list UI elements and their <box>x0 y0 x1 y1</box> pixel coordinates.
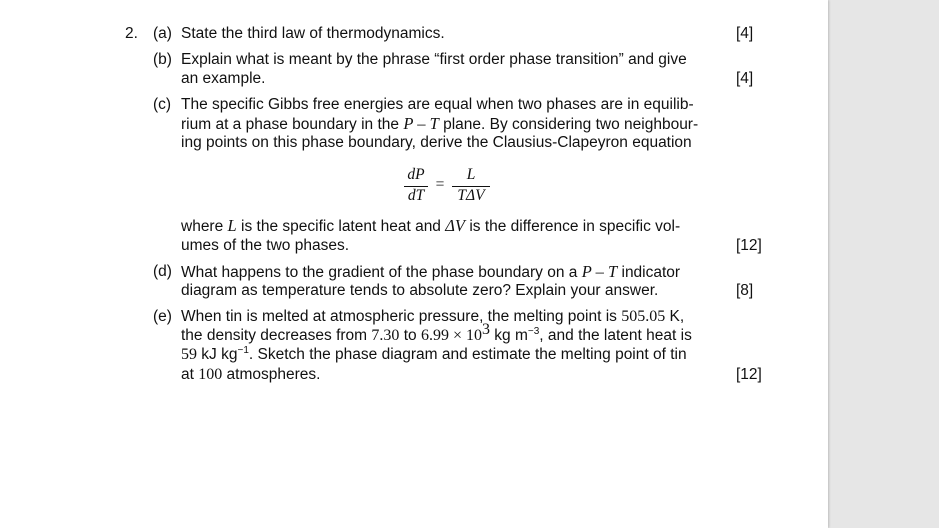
part-c-text-line2 <box>181 114 698 134</box>
part-e-line2-a: the density decreases from <box>181 327 372 344</box>
part-e-line4-a: at <box>181 366 199 383</box>
part-e-latent-exponent: −1 <box>237 345 249 356</box>
part-e-latent-heat-value: 59 <box>181 346 197 363</box>
part-e-line4-b: atmospheres. <box>222 366 321 383</box>
part-c-text-line3: ing points on this phase boundary, derive the Clausius-Clapeyron equation <box>181 134 692 151</box>
part-a-marks: [4] <box>736 25 754 42</box>
part-e-density-liquid: 6.99 × 10 <box>420 327 482 344</box>
part-c-line4-a: where <box>181 218 228 235</box>
part-e-label: (e) <box>153 308 172 325</box>
part-e-line2-c: kg m <box>489 327 528 344</box>
part-c-text-line4 <box>181 216 680 236</box>
part-b-label: (b) <box>153 51 172 68</box>
part-a-text: State the third law of thermodynamics. <box>181 25 445 42</box>
part-c-line4-c: is the difference in specific vol- <box>465 218 681 235</box>
part-e-line2-b: to <box>399 327 421 344</box>
part-d-pt-symbol: P – T <box>581 262 618 281</box>
part-d-text-line2: diagram as temperature tends to absolute zero? Explain your answer. <box>181 282 659 299</box>
part-c-marks: [12] <box>736 237 762 254</box>
part-c-pt-symbol: P – T <box>403 114 439 133</box>
question-number: 2. <box>125 25 138 42</box>
part-b-marks: [4] <box>736 70 754 87</box>
eq-lhs-denominator: dT <box>407 187 425 204</box>
part-e-text-line2 <box>181 321 692 345</box>
part-c-text-line1: The specific Gibbs free energies are equal when two phases are in equilib- <box>181 96 694 113</box>
clausius-clapeyron-equation <box>404 166 494 206</box>
part-e-line3-a: kJ kg <box>197 346 238 363</box>
part-d-line1-post: indicator <box>617 264 681 281</box>
part-e-line3-b: . Sketch the phase diagram and estimate the melting point of tin <box>248 346 687 363</box>
part-d-label: (d) <box>153 263 172 280</box>
eq-rhs-numerator: L <box>466 166 476 183</box>
part-e-pressure-value: 100 <box>198 366 223 383</box>
part-e-unit-exponent: −3 <box>527 326 540 337</box>
part-e-line2-d: , and the latent heat is <box>539 327 692 344</box>
part-c-text-line5: umes of the two phases. <box>181 237 350 254</box>
part-e-line1-pre: When tin is melted at atmospheric pressure, the melting point is <box>181 308 622 325</box>
part-e-density-exponent: 3 <box>481 321 490 338</box>
part-e-density-solid: 7.30 <box>371 327 400 344</box>
part-c-line2-pre: rium at a phase boundary in the <box>181 116 404 133</box>
part-d-line1-pre: What happens to the gradient of the phase boundary on a <box>181 264 582 281</box>
eq-lhs-numerator: dP <box>407 166 425 183</box>
part-c-label: (c) <box>153 96 172 113</box>
part-c-L-symbol: L <box>227 216 237 235</box>
part-e-marks: [12] <box>736 366 762 383</box>
part-d-text-line1 <box>181 262 680 282</box>
part-c-line4-b: is the specific latent heat and <box>236 218 446 235</box>
part-e-melting-point-value: 505.05 <box>621 308 666 325</box>
eq-rhs-denominator: TΔV <box>457 187 485 204</box>
eq-equals: = <box>435 176 445 193</box>
part-e-text-line3 <box>181 345 687 364</box>
part-e-line1-post: K, <box>665 308 685 325</box>
part-b-text-line2: an example. <box>181 70 266 87</box>
part-a-label: (a) <box>153 25 172 42</box>
part-d-marks: [8] <box>736 282 754 299</box>
part-e-text-line1 <box>181 307 684 326</box>
part-e-text-line4 <box>181 365 320 384</box>
part-c-line2-post: plane. By considering two neighbour- <box>438 116 699 133</box>
part-b-text-line1: Explain what is meant by the phrase “first order phase transition” and give <box>181 51 687 68</box>
part-c-dV-symbol: ΔV <box>445 216 466 235</box>
